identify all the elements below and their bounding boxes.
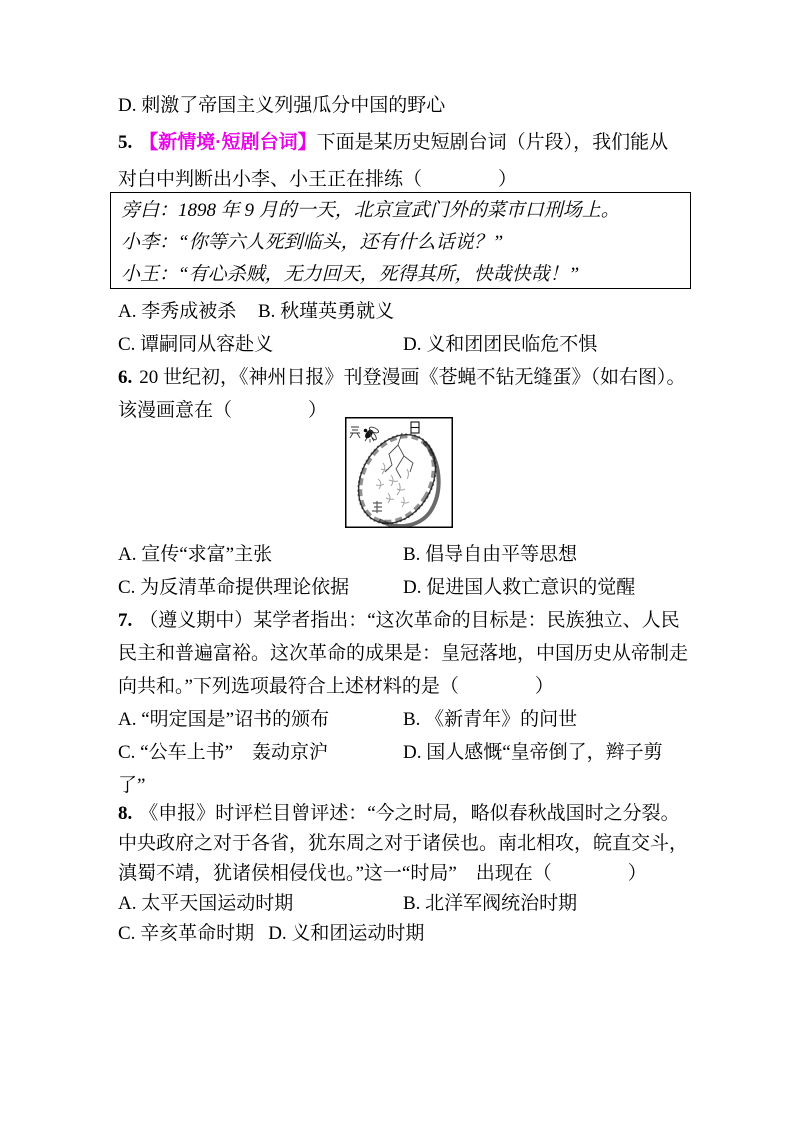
q7-option-c: C. “公车上书” 轰动京沪 [118,742,329,763]
q6-option-d: D. 促进国人救亡意识的觉醒 [403,577,636,598]
q8-option-c: C. 辛亥革命时期 [118,923,255,944]
q8-stem-text-1: 《申报》时评栏目曾评述：“今之时局，略似春秋战国时之分裂。 [139,803,680,824]
q5-stem-text-1: 下面是某历史短剧台词（片段），我们能从 [316,132,669,153]
q8-stem-text-3: 滇蜀不靖，犹诸侯相侵伐也。”这一“时局” 出现在（ ） [118,863,647,884]
dialogue-narrator-line: 旁白：1898 年 9 月的一天，北京宣武门外的菜市口刑场上。 [121,200,620,221]
dialogue-xiaowang-line: 小王：“有心杀贼，无力回天，死得其所，快哉快哉！” [121,264,580,285]
q7-stem-text-1: （遵义期中）某学者指出：“这次革命的目标是：民族独立、人民 [139,610,680,631]
q7-stem-text-3: 向共和。”下列选项最符合上述材料的是（ ） [118,676,554,697]
q8-stem-line-3 [118,861,647,887]
q7-option-d-cont-text: 了” [118,775,146,796]
prev-question-option-d [118,93,445,119]
q6-stem-text-1: 20 世纪初，《神州日报》刊登漫画《苍蝇不钻无缝蛋》（如右图）。 [139,367,686,388]
q5-stem-line-1 [118,130,668,156]
q7-stem-line-1 [118,608,680,634]
q7-number: 7. [118,610,133,631]
q8-options-row-1 [118,891,578,917]
q8-options-row-2 [118,921,424,947]
q6-option-b: B. 倡导自由平等思想 [403,544,578,565]
q6-option-c: C. 为反清革命提供理论依据 [118,577,350,598]
option-text: D. 刺激了帝国主义列强瓜分中国的野心 [118,95,446,116]
q8-number: 8. [118,803,133,824]
fly-and-egg-cartoon [345,417,453,528]
q7-options-row-1 [118,707,578,733]
q7-option-b: B. 《新青年》的问世 [403,709,578,730]
q5-option-a: A. 李秀成被杀 [118,301,237,322]
q7-option-a: A. “明定国是”诏书的颁布 [118,709,330,730]
q6-stem-line-2 [118,398,327,424]
q7-stem-line-3 [118,674,554,700]
q5-stem-text-2: 对白中判断出小李、小王正在排练（ ） [118,169,518,190]
q8-stem-line-2 [118,831,688,857]
q6-options-row-2 [118,575,636,601]
q5-number: 5. [118,132,133,153]
q7-stem-text-2: 民主和普遍富裕。这次革命的成果是：皇冠落地，中国历史从帝制走 [118,643,689,664]
q7-options-row-2 [118,740,663,766]
q8-stem-line-1 [118,801,680,827]
q5-option-d: D. 义和团团民临危不惧 [403,334,598,355]
q8-stem-text-2: 中央政府之对于各省，犹东周之对于诸侯也。南北相攻，皖直交斗， [118,833,689,854]
q5-options-row-1 [118,299,395,325]
q8-option-a: A. 太平天国运动时期 [118,893,294,914]
q6-stem-line-1 [118,365,686,391]
q6-number: 6. [118,367,133,388]
q6-stem-text-2: 该漫画意在（ ） [118,400,328,421]
q8-option-d: D. 义和团运动时期 [268,923,425,944]
q8-option-b: B. 北洋军阀统治时期 [403,893,578,914]
q6-options-row-1 [118,542,578,568]
q6-cartoon-figure [345,417,453,528]
q5-context-tag: 【新情境·短剧台词】 [139,132,317,153]
q5-options-row-2 [118,332,598,358]
q6-option-a: A. 宣传“求富”主张 [118,544,273,565]
q5-dialogue-box [110,192,691,289]
q7-option-d-continuation [118,773,145,799]
q5-stem-line-2 [118,167,517,193]
q5-option-c: C. 谭嗣同从容赴义 [118,334,274,355]
dialogue-xiaoli-line: 小李：“你等六人死到临头，还有什么话说？” [121,232,504,253]
q7-option-d: D. 国人感慨“皇帝倒了，辫子剪 [403,742,663,763]
q7-stem-line-2 [118,641,688,667]
q5-option-b: B. 秋瑾英勇就义 [258,301,395,322]
